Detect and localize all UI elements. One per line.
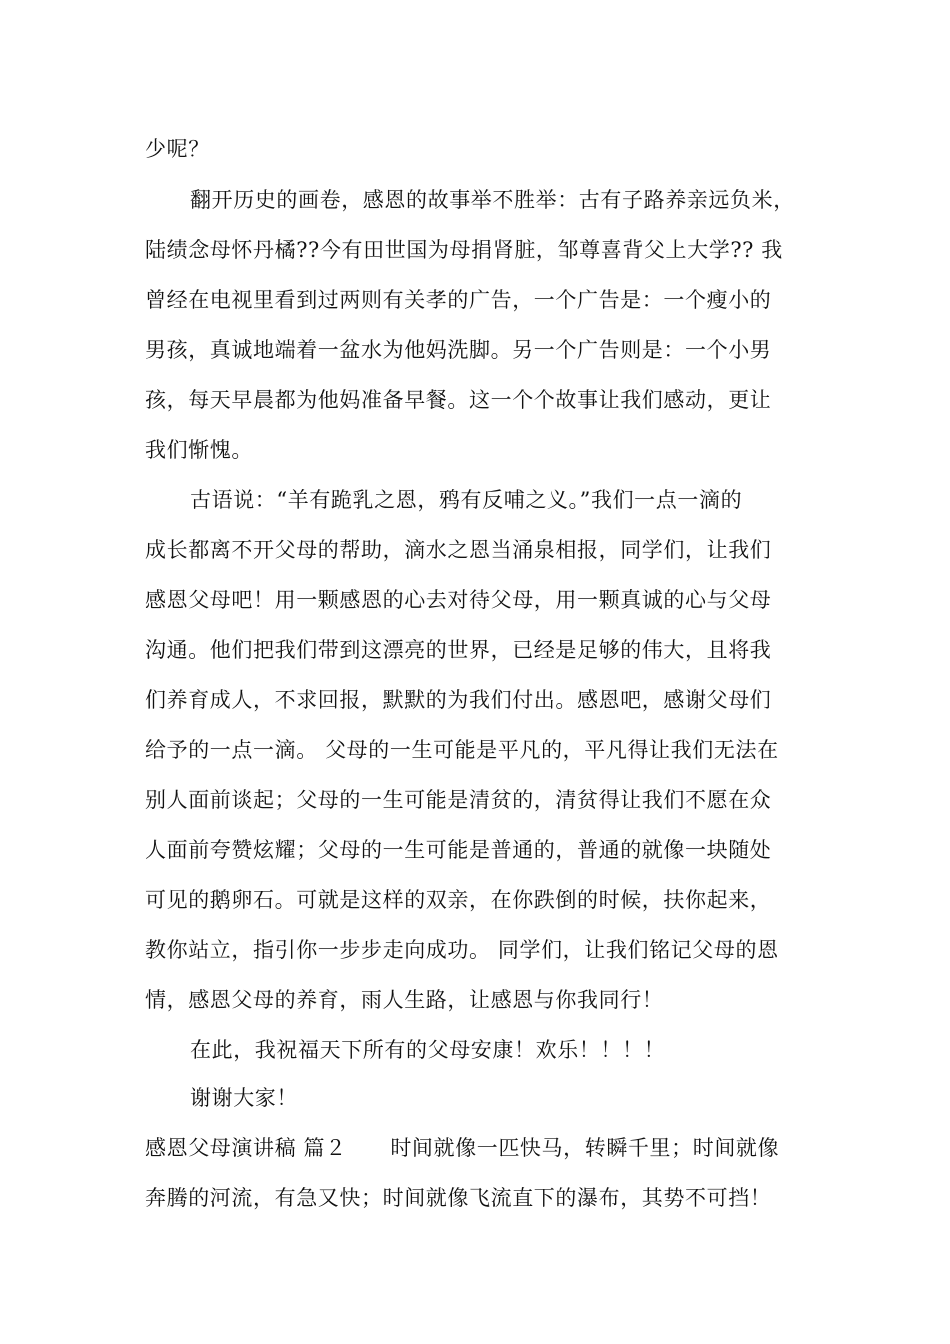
- text-line: 陆绩念母怀丹橘??今有田世国为母捐肾脏，邹尊喜背父上大学?? 我: [145, 238, 783, 262]
- text-line: 男孩，真诚地端着一盆水为他妈洗脚。另一个广告则是：一个小男: [145, 338, 772, 362]
- text-line: 奔腾的河流，有急又快；时间就像飞流直下的瀑布，其势不可挡！: [145, 1186, 772, 1210]
- text-line: 教你站立，指引你一步步走向成功。 同学们，让我们铭记父母的恩: [145, 938, 779, 962]
- paragraph-start-line: 翻开历史的画卷，感恩的故事举不胜举：古有子路养亲远负米，: [190, 188, 795, 212]
- text-line: 少呢？: [145, 137, 210, 161]
- text-line: 曾经在电视里看到过两则有关孝的广告，一个广告是：一个瘦小的: [145, 288, 772, 312]
- text-line: 沟通。他们把我们带到这漂亮的世界，已经是足够的伟大，且将我: [145, 638, 772, 662]
- text-line: 人面前夸赞炫耀；父母的一生可能是普通的，普通的就像一块随处: [145, 838, 772, 862]
- section-heading-line: 感恩父母演讲稿 篇２ 时间就像一匹快马，转瞬千里；时间就像: [145, 1136, 780, 1160]
- paragraph-start-line: 在此，我祝福天下所有的父母安康！欢乐！！！！: [190, 1038, 666, 1062]
- text-line: 孩，每天早晨都为他妈准备早餐。这一个个故事让我们感动，更让: [145, 388, 772, 412]
- text-line: 别人面前谈起；父母的一生可能是清贫的，清贫得让我们不愿在众: [145, 788, 772, 812]
- paragraph-start-line: 古语说：“羊有跪乳之恩，鸦有反哺之义。”我们一点一滴的: [190, 488, 743, 512]
- text-line: 们养育成人，不求回报，默默的为我们付出。感恩吧，感谢父母们: [145, 688, 772, 712]
- text-line: 成长都离不开父母的帮助，滴水之恩当涌泉相报，同学们，让我们: [145, 538, 772, 562]
- text-line: 我们惭愧。: [145, 438, 253, 462]
- paragraph-start-line: 谢谢大家！: [190, 1086, 298, 1110]
- text-line: 给予的一点一滴。 父母的一生可能是平凡的，平凡得让我们无法在: [145, 738, 779, 762]
- text-line: 情，感恩父母的养育，雨人生路，让感恩与你我同行！: [145, 988, 664, 1012]
- text-line: 感恩父母吧！用一颗感恩的心去对待父母，用一颗真诚的心与父母: [145, 588, 772, 612]
- text-line: 可见的鹅卵石。可就是这样的双亲，在你跌倒的时候，扶你起来，: [145, 888, 772, 912]
